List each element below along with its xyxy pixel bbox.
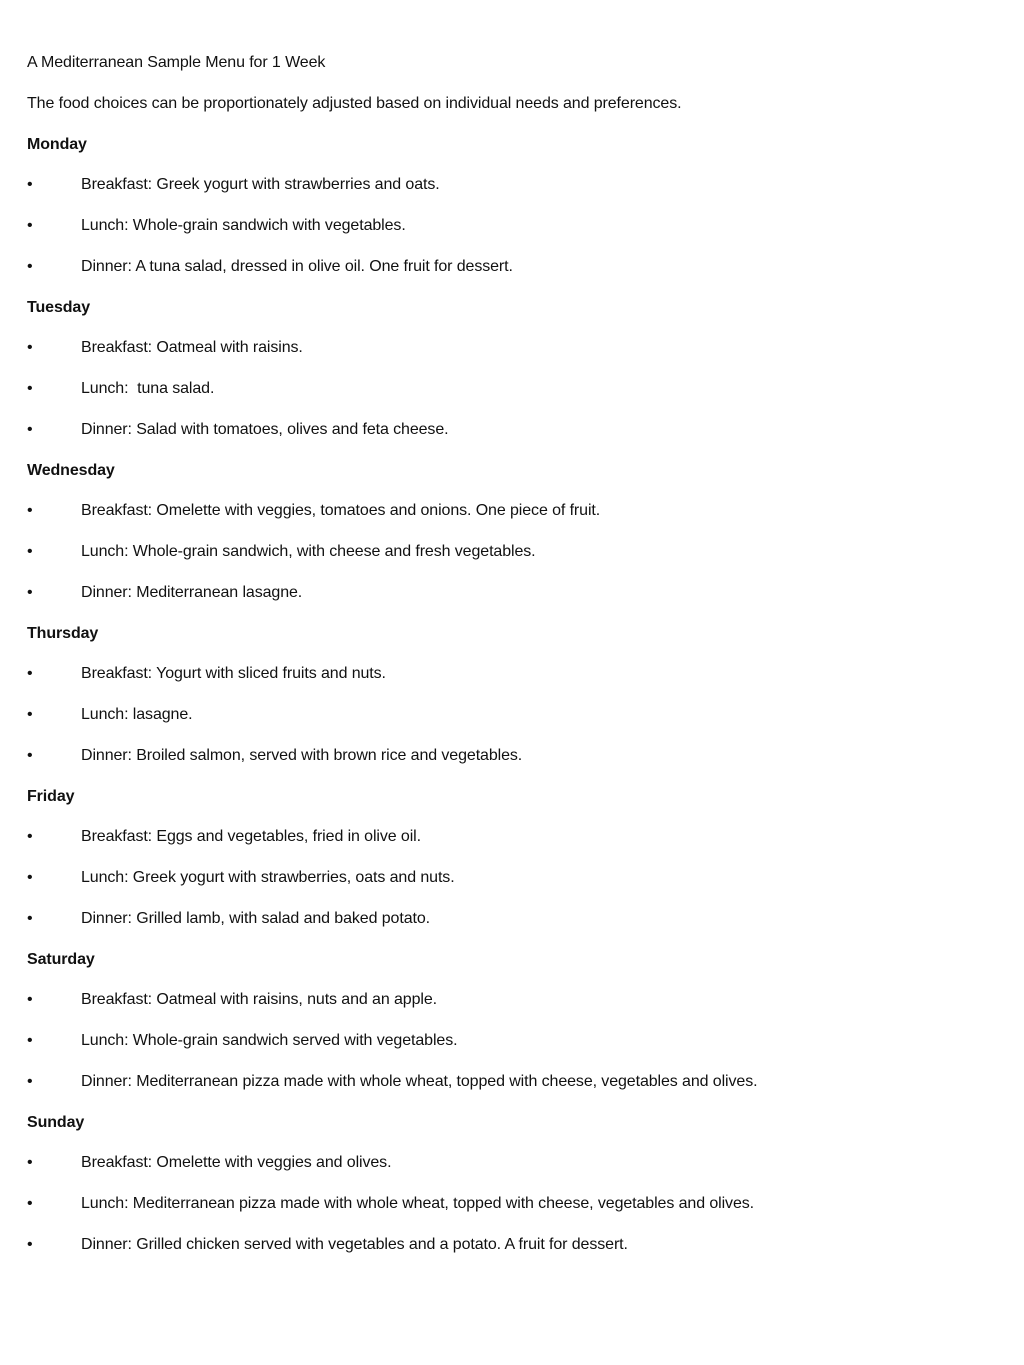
bullet-icon: • (27, 1072, 33, 1090)
meal-text: Dinner: A tuna salad, dressed in olive oil. One fruit for dessert. (81, 257, 513, 275)
meal-item (27, 338, 1024, 358)
meal-text: Lunch: Greek yogurt with strawberries, oats and nuts. (81, 869, 455, 886)
meal-item (27, 1031, 1024, 1051)
bullet-icon: • (27, 665, 33, 683)
meal-item (27, 1153, 1024, 1173)
bullet-icon: • (27, 869, 33, 886)
bullet-icon: • (27, 1195, 33, 1212)
meal-text: Breakfast: Omelette with veggies and olives. (81, 1154, 392, 1172)
meal-text: Breakfast: Oatmeal with raisins. (81, 339, 303, 357)
day-heading-monday: Monday (27, 135, 87, 153)
meal-item (27, 420, 1024, 440)
meal-item (27, 664, 1024, 684)
meal-item (27, 909, 1024, 929)
bullet-icon: • (27, 502, 33, 520)
meal-text: Dinner: Broiled salmon, served with brown rice and vegetables. (81, 746, 523, 764)
meal-text: Dinner: Grilled lamb, with salad and baked potato. (81, 909, 430, 927)
bullet-icon: • (27, 380, 33, 397)
meal-item (27, 175, 1024, 195)
day-heading-sunday: Sunday (27, 1113, 85, 1131)
meal-text: Breakfast: Oatmeal with raisins, nuts and an apple. (81, 991, 437, 1009)
bullet-icon: • (27, 217, 33, 234)
meal-text: Dinner: Mediterranean pizza made with whole wheat, topped with cheese, vegetables and olives. (81, 1072, 758, 1090)
bullet-icon: • (27, 706, 33, 723)
meal-text: Breakfast: Greek yogurt with strawberries and oats. (81, 176, 440, 194)
bullet-icon: • (27, 176, 33, 194)
bullet-icon: • (27, 991, 33, 1009)
day-heading-friday: Friday (27, 787, 75, 805)
meal-text: Dinner: Grilled chicken served with vegetables and a potato. A fruit for dessert. (81, 1235, 628, 1253)
meal-text: Lunch: lasagne. (81, 706, 193, 723)
meal-text: Lunch: Mediterranean pizza made with whole wheat, topped with cheese, vegetables and olives. (81, 1195, 754, 1212)
day-heading-wednesday: Wednesday (27, 461, 115, 479)
bullet-icon: • (27, 543, 33, 560)
day-heading-thursday: Thursday (27, 624, 99, 642)
bullet-icon: • (27, 583, 33, 601)
meal-text: Dinner: Salad with tomatoes, olives and feta cheese. (81, 420, 449, 438)
meal-item (27, 257, 1024, 277)
meal-text: Dinner: Mediterranean lasagne. (81, 583, 303, 601)
bullet-icon: • (27, 909, 33, 927)
meal-text: Breakfast: Eggs and vegetables, fried in olive oil. (81, 828, 421, 846)
meal-text: Lunch: Whole-grain sandwich served with vegetables. (81, 1032, 458, 1049)
bullet-icon: • (27, 1235, 33, 1253)
meal-item (27, 868, 1024, 888)
meal-text: Breakfast: Omelette with veggies, tomatoes and onions. One piece of fruit. (81, 502, 601, 520)
meal-text: Breakfast: Yogurt with sliced fruits and nuts. (81, 665, 386, 683)
bullet-icon: • (27, 1154, 33, 1172)
meal-text: Lunch: Whole-grain sandwich with vegetables. (81, 217, 406, 234)
meal-item (27, 746, 1024, 766)
bullet-icon: • (27, 746, 33, 764)
document-intro: The food choices can be proportionately adjusted based on individual needs and preferences. (27, 94, 682, 112)
meal-item (27, 1194, 1024, 1214)
document-title: A Mediterranean Sample Menu for 1 Week (27, 54, 326, 71)
meal-item (27, 501, 1024, 521)
meal-item (27, 827, 1024, 847)
meal-text: Lunch: Whole-grain sandwich, with cheese and fresh vegetables. (81, 543, 536, 560)
meal-item (27, 990, 1024, 1010)
bullet-icon: • (27, 1032, 33, 1049)
meal-text: Lunch: tuna salad. (81, 380, 215, 397)
bullet-icon: • (27, 339, 33, 357)
bullet-icon: • (27, 257, 33, 275)
bullet-icon: • (27, 828, 33, 846)
day-heading-saturday: Saturday (27, 950, 95, 968)
meal-item (27, 379, 1024, 399)
bullet-icon: • (27, 420, 33, 438)
meal-item (27, 542, 1024, 562)
meal-item (27, 1235, 1024, 1255)
meal-item (27, 1072, 1024, 1092)
meal-item (27, 705, 1024, 725)
meal-item (27, 583, 1024, 603)
meal-item (27, 216, 1024, 236)
day-heading-tuesday: Tuesday (27, 298, 91, 316)
